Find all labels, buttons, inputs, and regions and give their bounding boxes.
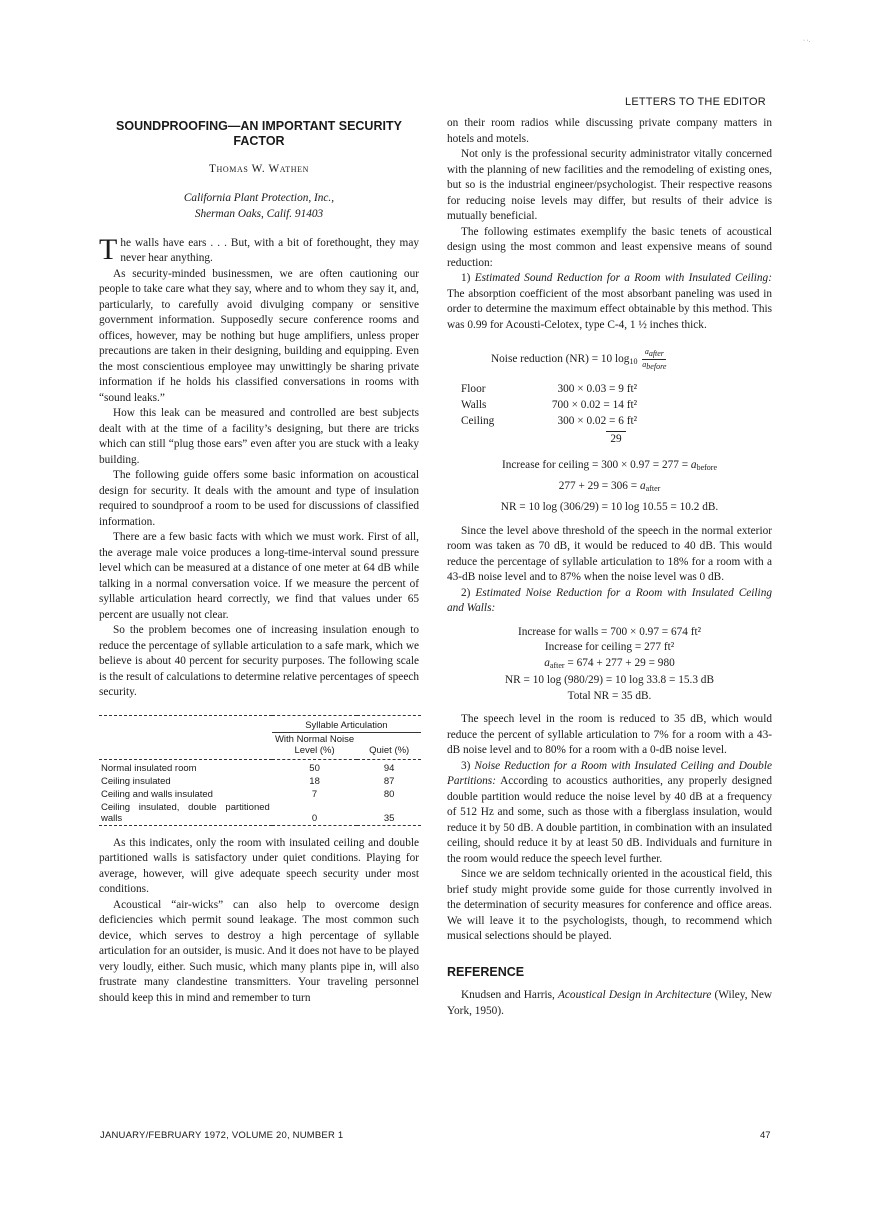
formula-fraction <box>642 347 666 372</box>
paragraph-1-text: he walls have ears . . . But, with a bit of forethought, they may never hear anything. <box>120 236 419 264</box>
syllable-articulation-table <box>99 715 421 826</box>
table-cell-normal: 0 <box>272 801 358 826</box>
right-paragraph-8 <box>447 759 772 868</box>
item-heading: Noise Reduction for a Room with Insulated Ceiling and Double Partitions: <box>447 759 772 787</box>
article-title: SOUNDPROOFING—AN IMPORTANT SECURITY FACTOR <box>116 119 402 148</box>
footer-issue: JANUARY/FEBRUARY 1972, VOLUME 20, NUMBER 1 <box>100 1130 344 1141</box>
table-group-header: Syllable Articulation <box>272 715 421 732</box>
equation-line: $a_{after} = 674 + 277 + 29 = 980$ <box>544 656 675 670</box>
item-heading: Estimated Sound Reduction for a Room with Insulated Ceiling: <box>474 272 772 284</box>
paragraph-7: As this indicates, only the room with insulated ceiling and double partitioned walls is satisfactory under quiet conditions. Playing for average, however, will give adequate speech security under most conditions. <box>99 836 419 895</box>
calc-row: Ceiling 300 × 0.02 = 6 ft² <box>461 415 637 427</box>
reference-entry: Knudsen and Harris, Acoustical Design in Architecture (Wiley, New York, 1950). <box>447 989 772 1017</box>
right-paragraph-4 <box>447 271 772 333</box>
affiliation-line-1: California Plant Protection, Inc., <box>183 191 335 204</box>
reference-heading: REFERENCE <box>447 964 525 979</box>
item-text: According to acoustics authorities, any properly designed double partition would reduce the noise level by 40 dB at a frequency of 512 Hz and some, such as those with a fiberglass insulation, would reduce it by 50 dB. A double partition, in combination with an insulated ceiling, should reduce it by at least 50 dB. Individuals and furniture in the room would reduce the speech level further. <box>447 775 772 865</box>
drop-cap: T <box>99 232 118 266</box>
equation-line: Increase for ceiling = 277 ft² <box>544 641 675 653</box>
calc-sum: 29 <box>606 431 626 448</box>
table-row <box>99 762 421 775</box>
right-paragraph-5: Since the level above threshold of the speech in the normal exterior room was taken as 70 dB, it would be reduced to 40 dB. This would reduce the percentage of syllable articulation to 18% for a room with a 43-dB noise level and to 87% when the noise level was 0 dB. <box>447 524 772 583</box>
author-affiliation <box>99 190 419 222</box>
equation-line: Increase for walls = 700 × 0.97 = 674 ft² <box>517 625 702 638</box>
paragraph-8: Acoustical “air-wicks” can also help to overcome design deficiencies which permit sound leakage. The most common such device, which serves to destroy a high percentage of syllable articulation for an outsider, is music. And it does not have to be played very loudly, either. Such music, which many plants pipe in, will also frustrate many clandestine transmitters. Your traveling personnel should keep this in mind and remember to turn <box>99 898 419 1004</box>
table-row-label: Ceiling insulated, double partitioned walls <box>101 801 270 824</box>
table-header-row <box>99 732 421 759</box>
right-paragraph-6 <box>447 586 772 617</box>
table-row <box>99 801 421 826</box>
table-cell-quiet: 87 <box>383 775 395 787</box>
equation-block-1 <box>447 456 772 516</box>
right-paragraph-7: The speech level in the room is reduced to 35 dB, which would reduce the percent of syllable articulation to 7% for a room with a 43-dB noise level and to 80% for a room with a 0-dB noise level. <box>447 713 772 756</box>
item-number: 2) <box>461 586 476 599</box>
paragraph-6: So the problem becomes one of increasing insulation enough to reduce the percentage of syllable articulation to a safe mark, which we believe is about 40 percent for security purposes. The following scale is the result of calculations to determine relative percentages of speech security. <box>99 624 419 698</box>
table-cell-normal: 50 <box>309 762 320 774</box>
item-heading: Estimated Noise Reduction for a Room with Insulated Ceiling and Walls: <box>447 586 772 614</box>
table-row-label: Normal insulated room <box>101 762 197 774</box>
equation-line: Increase for ceiling = $300 \times 0.97 = 277 = a_{before}$ <box>501 458 718 472</box>
item-number: 1) <box>461 272 475 284</box>
table-row <box>99 788 421 801</box>
paragraph-1 <box>99 232 419 267</box>
paragraph-2: As security-minded businessmen, we are often cautioning our people to take care what they say, where and to whom they say it, and, particularly, to carefully avoid divulging company or sensitive government information. Supposedly secure conference rooms and offices, however, may be nothing but huge amplifiers, unless proper precautions are taken in their designing, building and equipping. Even the most conscientious employee may unwittingly be sharing private information if he holds his classified conversations in rooms with “sound leaks.” <box>99 267 419 404</box>
page-number: 47 <box>760 1130 771 1141</box>
equation-line: NR = 10 log (306/29) = 10 log 10.55 = 10.2 dB. <box>500 500 719 513</box>
table-cell-normal: 18 <box>309 775 320 787</box>
item-number: 3) <box>461 759 475 772</box>
fraction-numerator: aafter <box>642 347 666 360</box>
formula-log-base: 10 <box>629 357 638 367</box>
calc-row: Walls 700 × 0.02 = 14 ft² <box>461 399 637 411</box>
paragraph-3: How this leak can be measured and controlled are best subjects dealt with at the time of a facility’s designing, but there are tricks which can still “plug those ears” even after you are stuck with a leaky building. <box>99 407 419 466</box>
paragraph-5: There are a few basic facts with which we must work. First of all, the average male voice produces a long-time-interval sound pressure level which can be measured at a distance of one meter at 64 dB while talking in a normal conversation voice. If we measure the percent of syllable articulation heard correctly, we find that values under 65 percent are usually not clear. <box>99 531 419 621</box>
table-cell-quiet: 35 <box>357 801 421 826</box>
affiliation-line-2: Sherman Oaks, Calif. 91403 <box>194 207 324 220</box>
corner-mark: · ·. <box>803 38 810 44</box>
equation-block-2 <box>447 625 772 705</box>
running-head: LETTERS TO THE EDITOR <box>625 96 766 108</box>
article-author: Thomas W. Wathen <box>209 163 309 175</box>
fraction-denominator: abefore <box>642 360 667 371</box>
table-col-quiet-header: Quiet (%) <box>369 744 410 756</box>
table-col-normal-header: With Normal Noise Level (%) <box>274 733 355 756</box>
calc-row: Floor 300 × 0.03 = 9 ft² <box>461 383 637 395</box>
right-paragraph-9: Since we are seldom technically oriented in the acoustical field, this brief study might provide some guide for those currently involved in the determination of security measures for conference and office areas. We will leave it to the psychologists, though, to recommend which musical selections should be played. <box>447 868 772 942</box>
right-column <box>447 116 772 1019</box>
table-row-label: Ceiling insulated <box>101 775 171 787</box>
absorption-calculation <box>461 382 772 448</box>
table-top-rule <box>99 715 421 732</box>
table-row <box>99 775 421 788</box>
right-paragraph-1: on their room radios while discussing private company matters in hotels and motels. <box>447 117 772 145</box>
formula-text: Noise reduction (NR) = 10 log <box>491 353 630 366</box>
noise-reduction-formula <box>491 347 772 372</box>
table-cell-quiet: 80 <box>383 788 395 800</box>
right-paragraph-2: Not only is the professional security administrator vitally concerned with the planning of new facilities and the remodeling of existing ones, but so is the industrial engineer/psychologist. Their respective reasons for reducing noise levels may differ, but results of their advice is mutually beneficial. <box>447 148 772 222</box>
item-text: The absorption coefficient of the most absorbant paneling was used in order to determine the maximum effect obtainable by this method. This was 0.99 for Acousti-Celotex, type C-4, 1 ½ inches thick. <box>447 287 772 331</box>
equation-line: $277 + 29 = 306 = a_{after}$ <box>558 479 661 493</box>
table-cell-quiet: 94 <box>383 762 395 774</box>
table-cell-normal: 7 <box>311 788 318 800</box>
equation-line: NR = 10 log (980/29) = 10 log 33.8 = 15.3 dB <box>505 674 714 686</box>
right-paragraph-3: The following estimates exemplify the basic tenets of acoustical design using the most common and least expensive means of sound reduction: <box>447 225 772 269</box>
paragraph-4: The following guide offers some basic information on acoustical design for security. It deals with the amount and type of insulation required to soundproof a room to be used for discussions of classified information. <box>99 469 419 528</box>
reference-book-title: Acoustical Design in Architecture <box>558 989 712 1001</box>
equation-line: Total NR = 35 dB. <box>567 689 652 702</box>
left-column <box>99 116 419 1006</box>
table-row-label: Ceiling and walls insulated <box>101 788 213 800</box>
